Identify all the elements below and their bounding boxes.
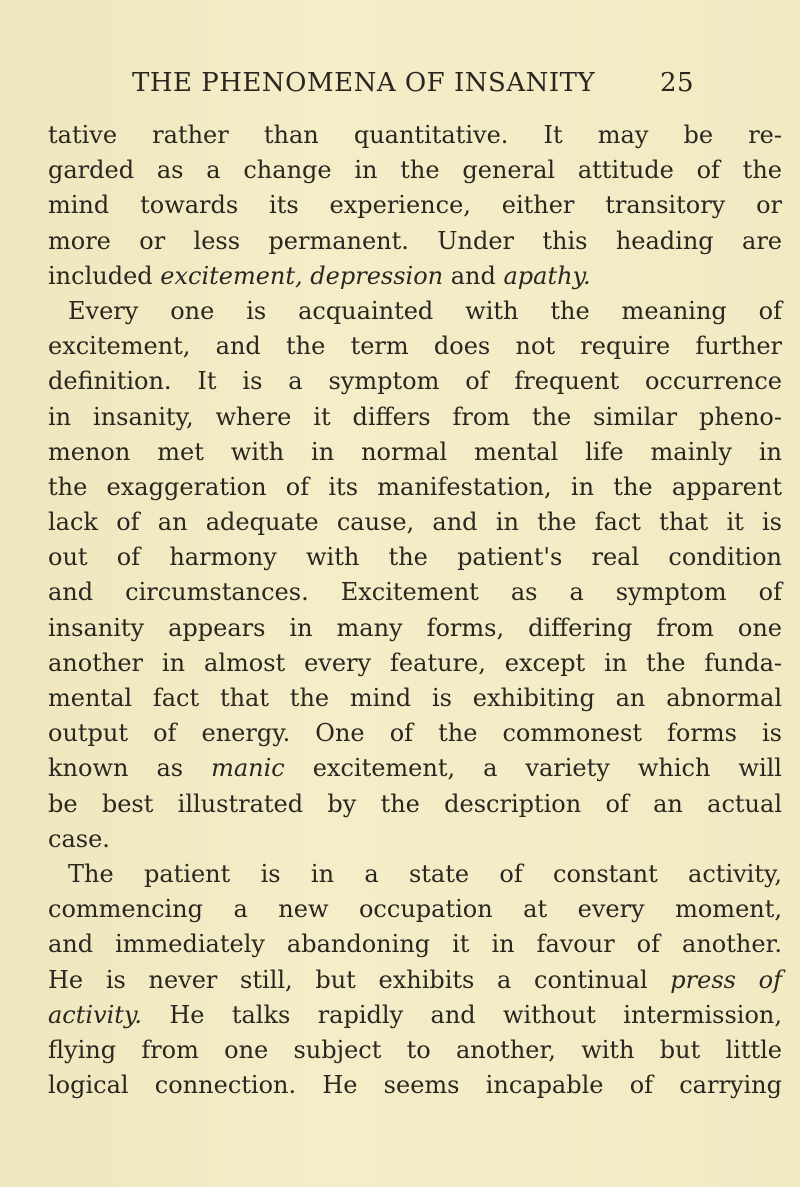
text-line: and immediately abandoning it in favour of another. — [48, 930, 782, 959]
text-line: definition. It is a symptom of frequent occurrence — [48, 367, 782, 396]
running-header — [50, 68, 795, 108]
text-segment: known as — [48, 754, 212, 783]
text-segment: excitement, a variety which will — [284, 754, 782, 783]
text-line: the exaggeration of its manifestation, in the apparent — [48, 472, 782, 501]
text-segment: included — [48, 261, 161, 290]
text-line: out of harmony with the patient's real condition — [48, 543, 782, 572]
text-line: logical connection. He seems incapable of carrying — [48, 1071, 782, 1100]
text-line: in insanity, where it differs from the similar pheno- — [48, 402, 782, 431]
text-line: excitement, and the term does not require further — [48, 332, 782, 361]
emphasis-text: activity. — [48, 1000, 142, 1029]
text-line: flying from one subject to another, with but little — [48, 1035, 782, 1064]
text-line: menon met with in normal mental life mainly in — [48, 437, 782, 466]
emphasis-text: apathy. — [503, 261, 591, 290]
text-line — [48, 963, 782, 998]
text-line: and circumstances. Excitement as a symptom of — [48, 578, 782, 607]
text-line — [48, 259, 782, 294]
emphasis-text: press of — [670, 965, 782, 994]
body-text — [48, 118, 782, 1103]
text-line: case. — [48, 824, 110, 853]
text-segment: He is never still, but exhibits a continual — [48, 965, 671, 994]
text-line: The patient is in a state of constant activity, — [68, 859, 782, 888]
page-number: 25 — [660, 68, 695, 98]
text-line: another in almost every feature, except in the funda- — [48, 648, 782, 677]
text-segment: and — [443, 261, 504, 290]
text-line — [48, 751, 782, 786]
text-line: garded as a change in the general attitude of the — [48, 156, 782, 185]
text-segment: He talks rapidly and without intermission, — [141, 1000, 782, 1029]
text-line: tative rather than quantitative. It may be re- — [48, 121, 782, 149]
emphasis-text: excitement, depression — [160, 261, 444, 290]
text-line — [48, 998, 782, 1033]
text-line: be best illustrated by the description of an actual — [48, 789, 782, 818]
emphasis-text: manic — [211, 754, 285, 783]
text-line: mental fact that the mind is exhibiting an abnormal — [48, 684, 782, 712]
text-line: output of energy. One of the commonest forms is — [48, 719, 782, 748]
text-line: commencing a new occupation at every moment, — [48, 895, 782, 924]
text-line: more or less permanent. Under this heading are — [48, 226, 782, 255]
text-line: lack of an adequate cause, and in the fact that it is — [48, 508, 782, 537]
text-line: Every one is acquainted with the meaning of — [68, 296, 782, 325]
text-line: insanity appears in many forms, differing from one — [48, 613, 782, 642]
text-line: mind towards its experience, either transitory or — [48, 191, 782, 220]
running-title: THE PHENOMENA OF INSANITY — [132, 68, 596, 98]
